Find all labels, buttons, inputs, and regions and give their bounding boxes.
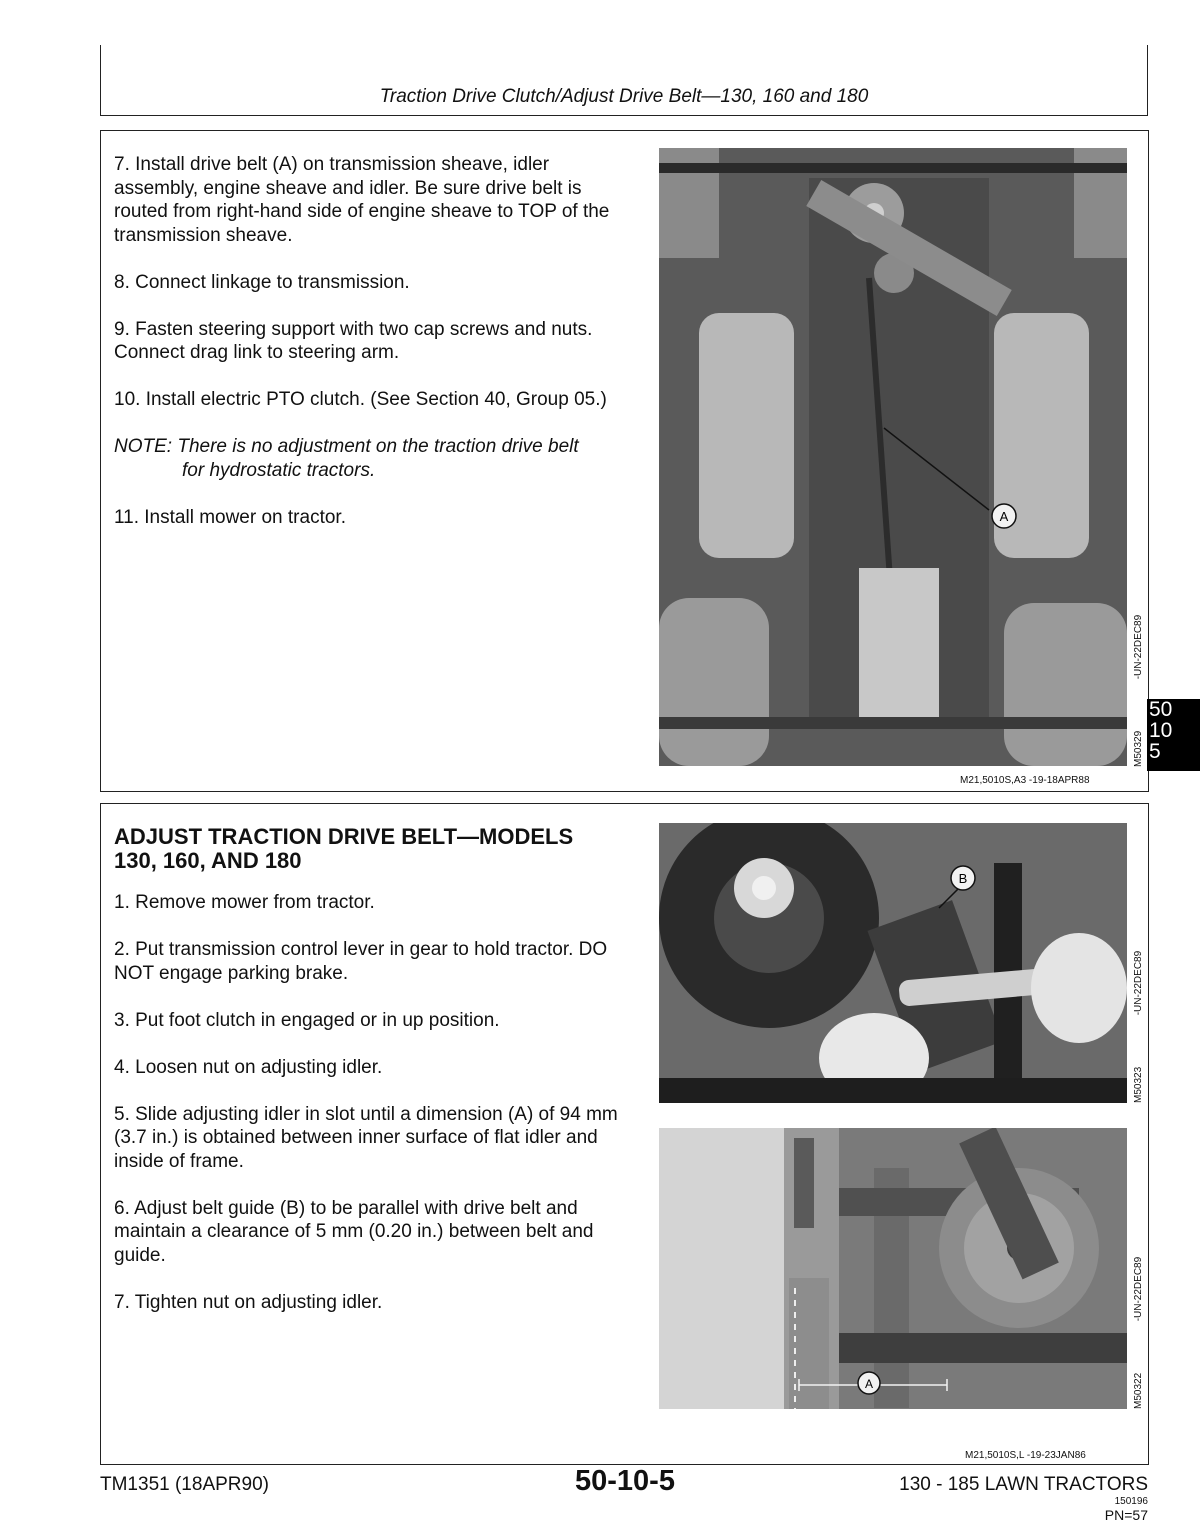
step-9: 9. Fasten steering support with two cap screws and nuts. Connect drag link to steering arm.: [114, 318, 593, 363]
adj-step-1: 1. Remove mower from tractor.: [114, 892, 375, 913]
photo-code: -UN-22DEC89: [1133, 614, 1144, 680]
section2-ref: M21,5010S,L -19-23JAN86: [965, 1450, 1086, 1461]
idler-dimension-photo: [659, 1128, 1127, 1409]
photo3-id: M50322: [1133, 1372, 1144, 1409]
photo-id: M50329: [1133, 730, 1144, 767]
photo3-code: -UN-22DEC89: [1133, 1256, 1144, 1322]
adj-step-5: 5. Slide adjusting idler in slot until a dimension (A) of 94 mm (3.7 in.) is obtained between inner surface of flat idler and inside of frame.: [114, 1103, 618, 1172]
footer-code: 150196: [1114, 1496, 1148, 1507]
tab-line1: 50: [1149, 698, 1173, 721]
header-rule: [100, 115, 1148, 116]
callout-b: B: [958, 871, 968, 886]
footer-pn: PN=57: [1104, 1507, 1148, 1523]
photo2-code: -UN-22DEC89: [1133, 950, 1144, 1016]
title-line2: 130, 160, AND 180: [114, 848, 302, 873]
footer-page-number: 50-10-5: [575, 1465, 675, 1497]
idler-dimension-illustration: [659, 1128, 1127, 1409]
adj-step-2: 2. Put transmission control lever in gear to hold tractor. DO NOT engage parking brake.: [114, 939, 608, 984]
section2-text: [114, 825, 634, 1338]
tab-line2: 10: [1149, 719, 1173, 742]
note: [114, 435, 634, 482]
footer-manual-id: TM1351 (18APR90): [100, 1474, 269, 1495]
step-8: 8. Connect linkage to transmission.: [114, 271, 410, 293]
step-7: 7. Install drive belt (A) on transmission sheave, idler assembly, engine sheave and idler. Be sure drive belt is routed from right-hand side of engine sheave to TOP of the transmission sheave.: [114, 154, 610, 246]
adj-step-7: 7. Tighten nut on adjusting idler.: [114, 1291, 383, 1313]
section-tab: [1147, 699, 1200, 771]
section1-text: [114, 153, 634, 553]
tractor-underside-photo: [659, 148, 1127, 766]
step-11: 11. Install mower on tractor.: [114, 506, 346, 528]
tractor-underside-illustration: [659, 148, 1127, 766]
belt-guide-photo: [659, 823, 1127, 1103]
section1-ref: M21,5010S,A3 -19-18APR88: [960, 775, 1090, 786]
note-line1: NOTE: There is no adjustment on the traction drive belt: [114, 436, 579, 457]
photo3-label: [1133, 1257, 1144, 1409]
photo2-id: M50323: [1133, 1066, 1144, 1103]
section2-title: [114, 825, 634, 873]
adj-step-3: 3. Put foot clutch in engaged or in up position.: [114, 1009, 500, 1031]
callout-a-dimension: A: [864, 1377, 874, 1391]
note-line2: for hydrostatic tractors.: [182, 459, 376, 481]
running-header: Traction Drive Clutch/Adjust Drive Belt—130, 160 and 180: [379, 86, 869, 107]
step-10: 10. Install electric PTO clutch. (See Section 40, Group 05.): [114, 389, 607, 410]
tab-line3: 5: [1149, 740, 1161, 763]
belt-guide-illustration: [659, 823, 1127, 1103]
adj-step-6: 6. Adjust belt guide (B) to be parallel with drive belt and maintain a clearance of 5 mm (0.20 in.) between belt and guide.: [114, 1197, 594, 1266]
title-line1: ADJUST TRACTION DRIVE BELT—MODELS: [114, 824, 574, 849]
footer-product: 130 - 185 LAWN TRACTORS: [899, 1474, 1148, 1495]
adj-step-4: 4. Loosen nut on adjusting idler.: [114, 1056, 383, 1078]
photo2-label: [1133, 951, 1144, 1103]
photo1-label: [1133, 615, 1144, 767]
callout-a: A: [999, 509, 1009, 524]
